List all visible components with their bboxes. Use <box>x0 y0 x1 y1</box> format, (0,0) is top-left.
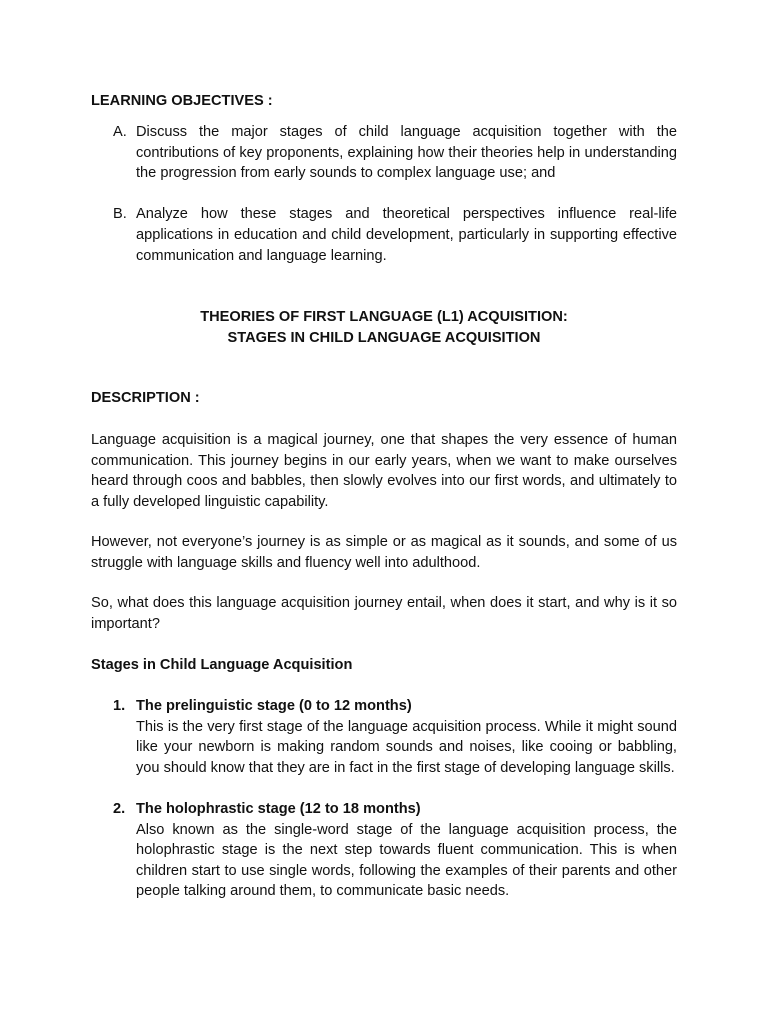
stage-title: The holophrastic stage (12 to 18 months) <box>136 800 421 817</box>
stage-title: The prelinguistic stage (0 to 12 months) <box>136 698 412 714</box>
learning-objectives-list <box>91 122 677 266</box>
stages-list <box>91 696 677 902</box>
objective-marker: B. <box>113 206 127 223</box>
objective-text: Discuss the major stages of child language acquisition together with the contributions of key proponents, explaining how their theories help in understanding the progression from early sounds to complex language use; and <box>136 124 677 182</box>
title-line-2: STAGES IN CHILD LANGUAGE ACQUISITION <box>227 329 541 346</box>
description-paragraph: So, what does this language acquisition journey entail, when does it start, and why is it so important? <box>91 595 677 632</box>
stages-heading: Stages in Child Language Acquisition <box>91 657 353 673</box>
stage-number: 1. <box>113 698 126 714</box>
description-heading: DESCRIPTION : <box>91 390 200 406</box>
objective-item <box>91 122 677 184</box>
objective-item <box>91 204 677 266</box>
stage-number: 2. <box>113 800 126 817</box>
description-paragraph: Language acquisition is a magical journey, one that shapes the very essence of human communication. This journey begins in our early years, when we want to make ourselves heard through coos and babbles, then slowly evolves into our first words, and ultimately to a fully developed linguistic capability. <box>91 432 677 510</box>
title-line-1: THEORIES OF FIRST LANGUAGE (L1) ACQUISITION: <box>200 309 568 325</box>
stage-body: Also known as the single-word stage of the language acquisition process, the holophrastic stage is the next step towards fluent communication. This is when children start to use single words, following the examples of their parents and other people talking around them, to communicate basic needs. <box>136 821 677 900</box>
learning-objectives-heading: LEARNING OBJECTIVES : <box>91 93 273 109</box>
stage-item <box>91 696 677 778</box>
stage-item <box>91 799 677 902</box>
objective-marker: A. <box>113 124 127 140</box>
objective-text: Analyze how these stages and theoretical perspectives influence real-life applications in education and child development, particularly in supporting effective communication and language learning. <box>136 206 677 264</box>
stage-body: This is the very first stage of the language acquisition process. While it might sound like your newborn is making random sounds and noises, like cooing or babbling, you should know that they are in fact in the first stage of developing language skills. <box>136 718 677 776</box>
document-title <box>91 307 677 348</box>
description-paragraph: However, not everyone’s journey is as simple or as magical as it sounds, and some of us struggle with language skills and fluency well into adulthood. <box>91 534 677 571</box>
